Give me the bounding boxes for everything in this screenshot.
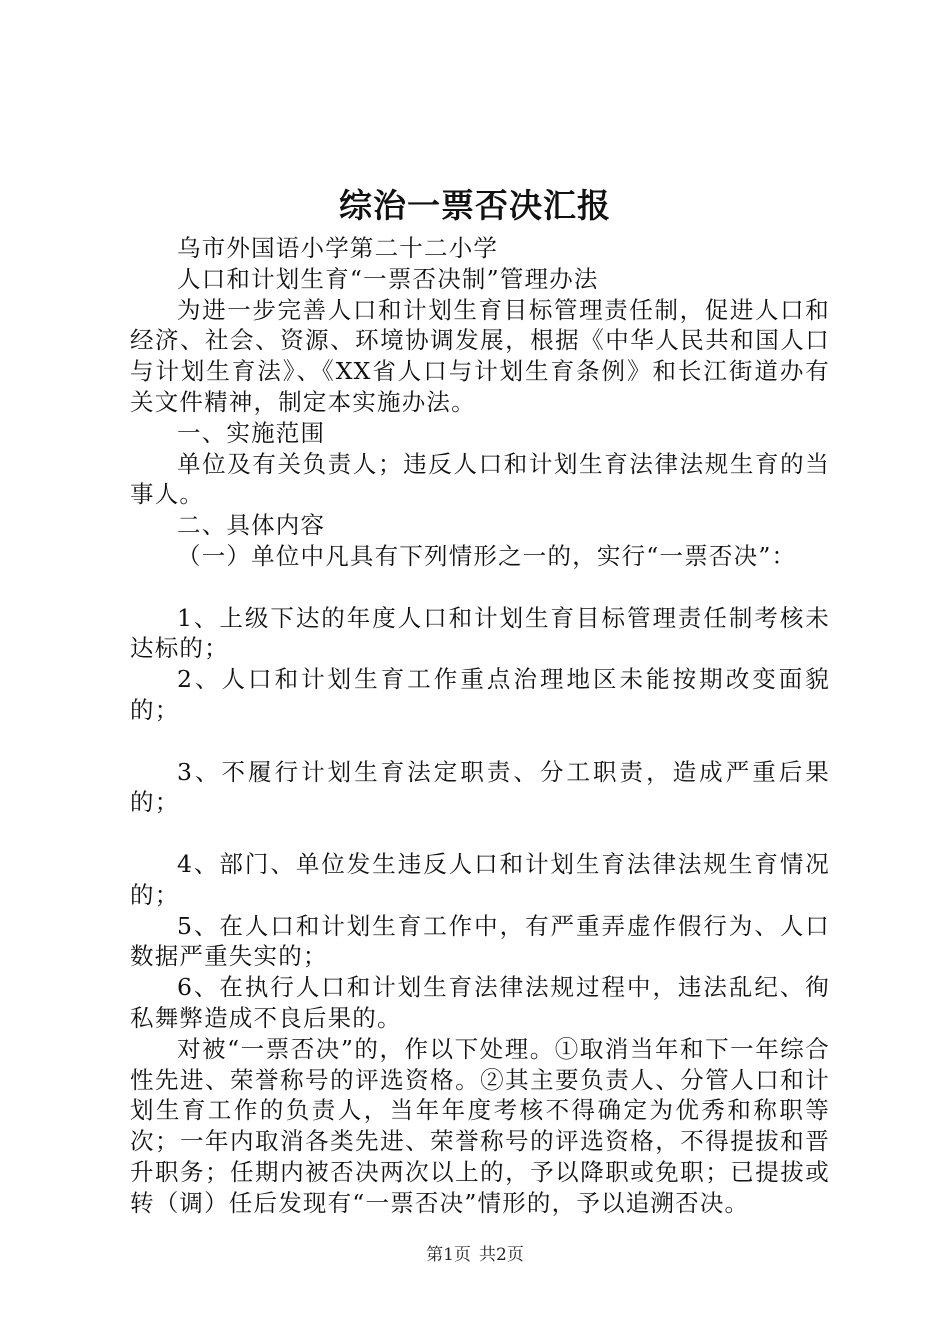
page-total: 共2页: [479, 1245, 524, 1265]
page-number: 第1页: [426, 1245, 471, 1265]
section-heading-content: 二、具体内容: [177, 511, 326, 540]
list-item-4: 4、部门、单位发生违反人口和计划生育法律法规生育情况的；: [130, 849, 830, 909]
scope-paragraph: 单位及有关负责人；违反人口和计划生育法律法规生育的当事人。: [130, 449, 830, 509]
intro-paragraph: 为进一步完善人口和计划生育目标管理责任制，促进人口和经济、社会、资源、环境协调发展，根据《中华人民共和国人口与计划生育法》、《XX省人口与计划生育条例》和长江街道办有关文件精神，制定本实施办法。: [130, 295, 830, 416]
page-footer: [0, 1243, 950, 1267]
document-body: [130, 233, 830, 1219]
regulation-title-line: 人口和计划生育“一票否决制”管理办法: [177, 264, 599, 293]
list-item-6: 6、在执行人口和计划生育法律法规过程中，违法乱纪、徇私舞弊造成不良后果的。: [130, 973, 830, 1032]
section-heading-scope: 一、实施范围: [177, 418, 326, 447]
list-item-2: 2、人口和计划生育工作重点治理地区未能按期改变面貌的；: [130, 665, 830, 724]
school-name-line: 乌市外国语小学第二十二小学: [177, 234, 499, 262]
list-item-3: 3、不履行计划生育法定职责、分工职责，造成严重后果的；: [130, 757, 830, 817]
penalty-paragraph: 对被“一票否决”的，作以下处理。①取消当年和下一年综合性先进、荣誉称号的评选资格。②其主要负责人、分管人口和计划生育工作的负责人，当年年度考核不得确定为优秀和称职等次；一年内取消各类先进、荣誉称号的评选资格，不得提拔和晋升职务；任期内被否决两次以上的，予以降职或免职；已提拔或转（调）任后发现有“一票否决”情形的，予以追溯否决。: [130, 1034, 830, 1217]
list-item-1: 1、上级下达的年度人口和计划生育目标管理责任制考核未达标的；: [130, 603, 830, 663]
list-item-5: 5、在人口和计划生育工作中，有严重弄虚作假行为、人口数据严重失实的；: [130, 911, 830, 971]
subsection-heading-1: （一）单位中凡具有下列情形之一的，实行“一票否决”：: [177, 541, 797, 570]
document-title: 综治一票否决汇报: [339, 186, 611, 225]
